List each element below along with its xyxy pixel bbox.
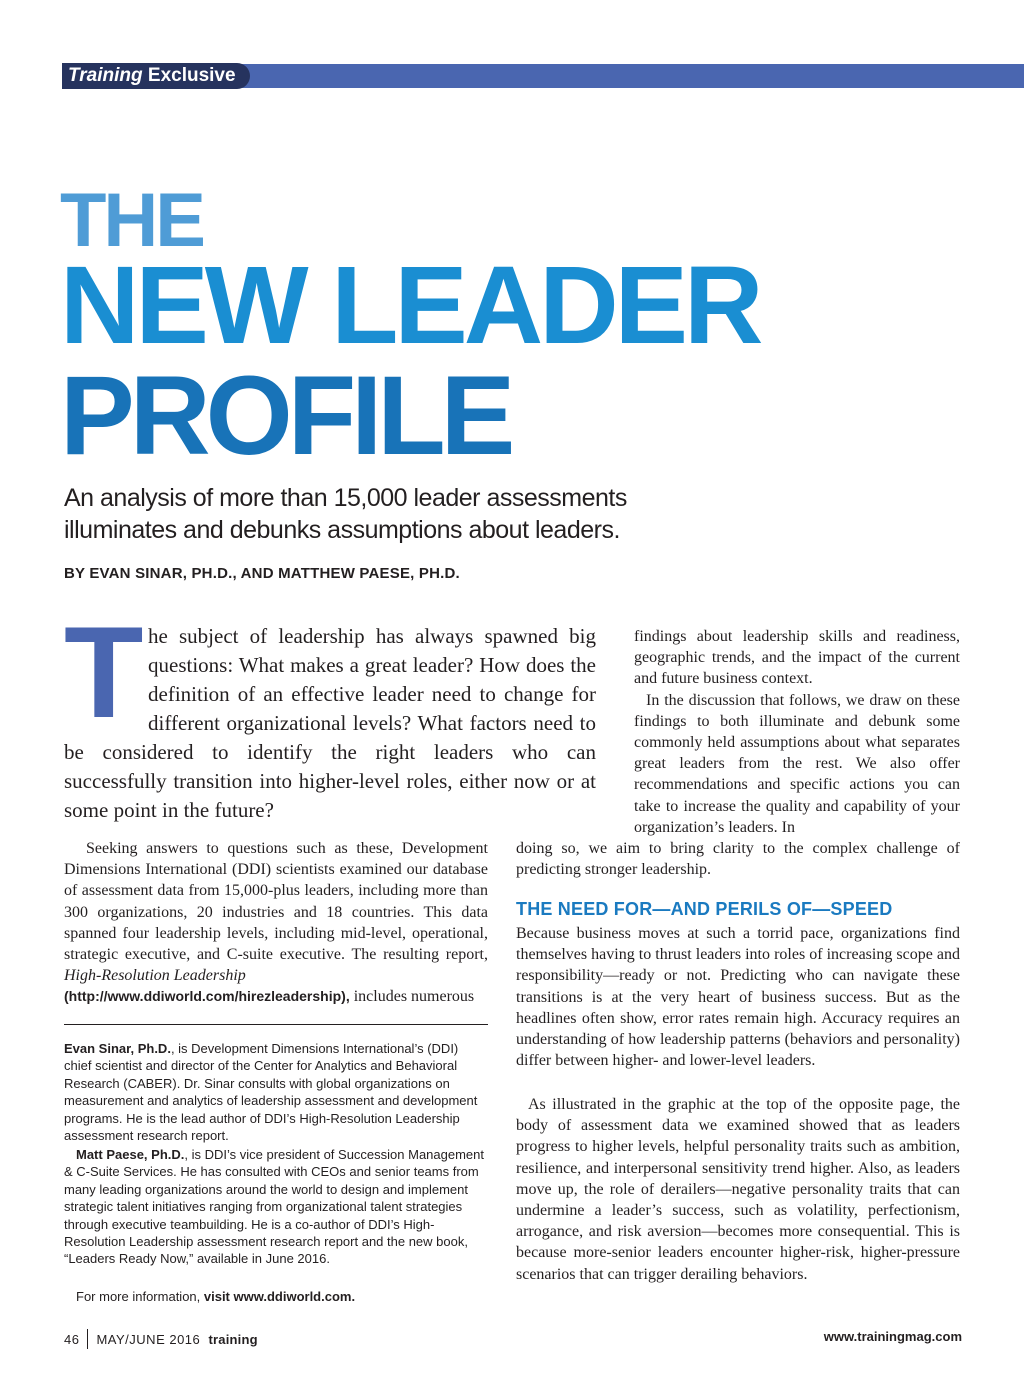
- byline: BY EVAN SINAR, PH.D., AND MATTHEW PAESE, PH.D.: [64, 565, 460, 582]
- right-paragraph-1: findings about leadership skills and readiness, geographic trends, and the impact of the current and future business context.: [634, 628, 960, 688]
- intro-paragraph: [64, 622, 596, 825]
- left-column-paragraph: [64, 838, 488, 1008]
- headline-line-1: THE: [60, 178, 203, 263]
- author-bio-1: [64, 1040, 488, 1144]
- left-paragraph-text: Seeking answers to questions such as these, Development Dimensions International (DDI) scientists examined our database of assessment data from 15,000-plus leaders, including more than 300 organizations, 20 industries and 18 countries. This data spanned four leadership levels, including mid-level, operational, strategic executive, and C-suite executive. The resulting report,: [64, 840, 488, 964]
- bio-2-name: Matt Paese, Ph.D.: [76, 1147, 185, 1162]
- section-tag: [62, 63, 250, 89]
- more-info-text: For more information,: [76, 1289, 204, 1304]
- more-info-link[interactable]: visit www.ddiworld.com.: [203, 1289, 356, 1304]
- section-tag-italic: Training: [68, 65, 143, 86]
- drop-cap: T: [64, 599, 144, 745]
- report-title: High-Resolution Leadership: [64, 967, 246, 985]
- magazine-name: training: [208, 1332, 258, 1347]
- bio-2-text: , is DDI’s vice president of Succession Management & C-Suite Services. He has consulted with CEOs and senior teams from many leading organizations around the world to design and implement strategic talent initiatives ranging from organizational talent strategies through executive teambuilding. He is a co-author of DDI’s High-Resolution Leadership assessment research report and the new book, “Leaders Ready Now,” available in June 2016.: [64, 1147, 484, 1267]
- bio-1-name: Evan Sinar, Ph.D.: [64, 1041, 171, 1056]
- right-paragraph-2-continued: doing so, we aim to bring clarity to the complex challenge of predicting stronger leadership.: [516, 840, 960, 879]
- right-paragraph-2: In the discussion that follows, we draw on these findings to both illuminate and debunk some commonly held assumptions about what separates great leaders from the rest. We also offer recommendations and specific actions you can take to increase the quality and capability of your organization’s leaders. In: [634, 691, 960, 836]
- page-number: 46: [64, 1332, 80, 1347]
- intro-text: he subject of leadership has always spawned big questions: What makes a great leader? How does the definition of an effective leader need to change for different organizational levels? What factors need to be considered to identify the right leaders who can successfully transition into higher-level roles, either now or at some point in the future?: [64, 624, 596, 822]
- headline-line-2: NEW LEADER: [60, 244, 760, 367]
- section-heading: THE NEED FOR—AND PERILS OF—SPEED: [516, 899, 893, 919]
- section-paragraph-1: Because business moves at such a torrid pace, organizations find themselves having to thrust leaders into roles of increasing scope and responsibility—ready or not. Predicting who can navigate these transitions is at the very heart of business success. But as the headlines often show, error rates remain high. Accuracy requires an understanding of how leadership patterns (behaviors and personality) differ between higher- and lower-level leaders.: [516, 925, 960, 1070]
- headline-line-3: PROFILE: [60, 353, 511, 478]
- report-url[interactable]: (http://www.ddiworld.com/hirezleadership),: [64, 988, 350, 1005]
- footer-folio: [64, 1329, 258, 1349]
- section-paragraph-2: As illustrated in the graphic at the top of the opposite page, the body of assessment data we examined showed that as leaders progress to higher levels, helpful personality traits such as ambition, resilience, and interpersonal sensitivity trend higher. Also, as leaders move up, the role of derailers—negative personality traits that can undermine a leader’s success, such as volatility, perfectionism, arrogance, and risk aversion—becomes more consequential. This is because more-senior leaders encounter higher-risk, higher-pressure scenarios that can trigger derailing behaviors.: [516, 1096, 960, 1283]
- bio-1-text: , is Development Dimensions International’s (DDI) chief scientist and director of the Center for Analytics and Behavioral Research (CABER). Dr. Sinar consults with global organizations on measurement and analytics of leadership assessment and development programs. He is the lead author of DDI’s High-Resolution Leadership assessment research report.: [64, 1041, 478, 1144]
- folio-divider: [87, 1329, 88, 1349]
- right-column-top: [634, 626, 960, 838]
- more-info-line: [64, 1288, 500, 1305]
- deck: An analysis of more than 15,000 leader assessments illuminates and debunks assumptions about leaders.: [64, 484, 627, 544]
- issue-date: MAY/JUNE 2016: [96, 1332, 201, 1347]
- left-paragraph-end: includes numerous: [349, 988, 475, 1006]
- section-tag-rest: Exclusive: [147, 65, 236, 86]
- footer-website[interactable]: www.trainingmag.com: [823, 1329, 962, 1344]
- bio-divider: [64, 1024, 488, 1025]
- author-bio-2: [64, 1146, 488, 1268]
